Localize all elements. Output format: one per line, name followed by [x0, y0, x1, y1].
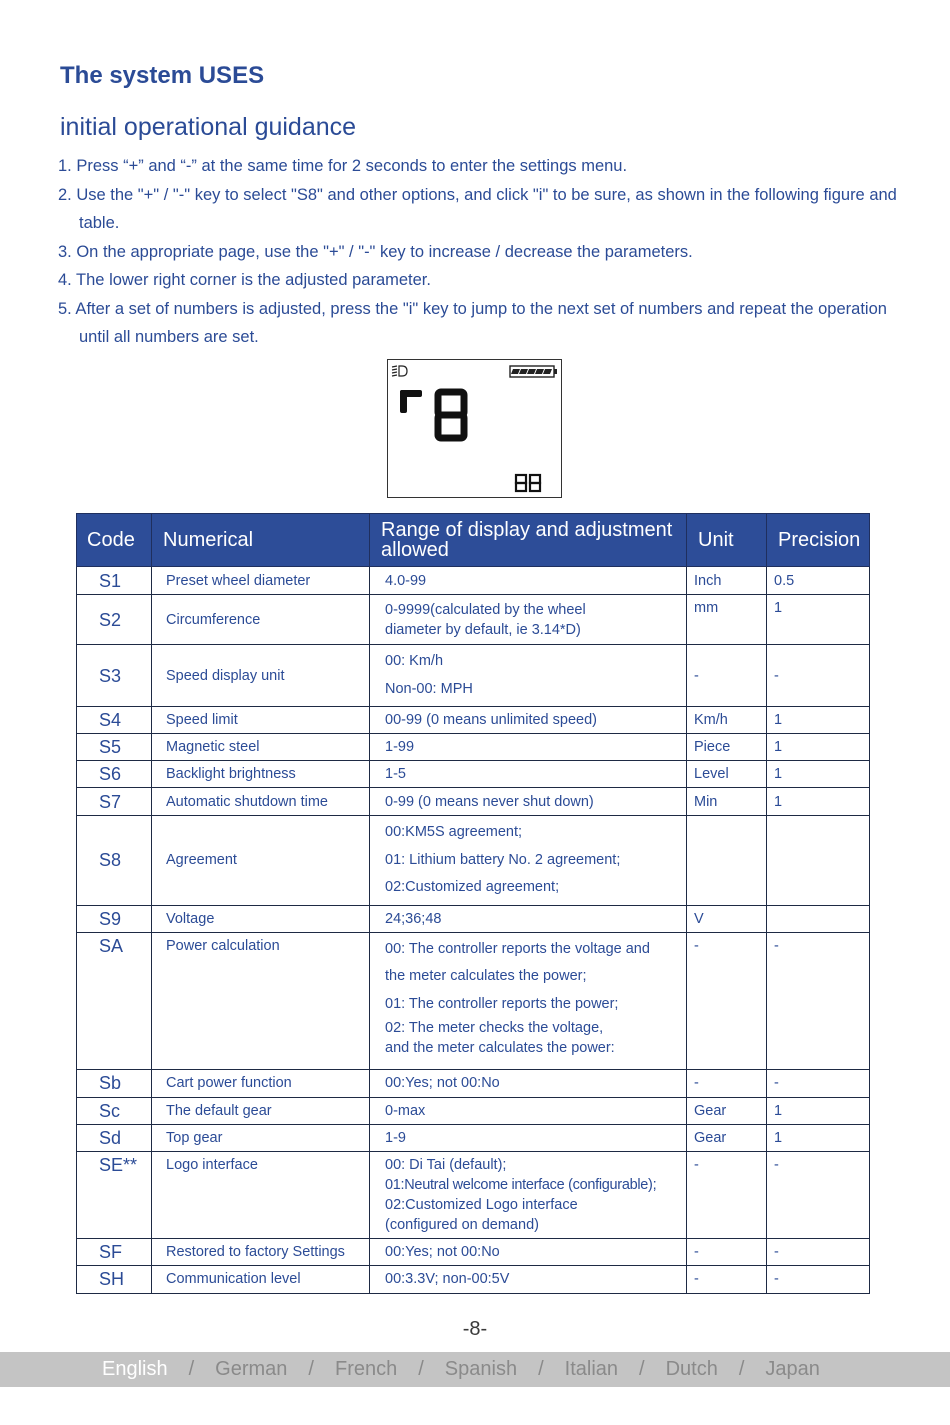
range-line: 01: The controller reports the power; — [385, 995, 619, 1012]
range-line: 00: Km/h — [385, 653, 444, 669]
range-line: 0-max — [385, 1102, 426, 1119]
cell-precision: 0.5 — [767, 567, 870, 595]
cell-name: Restored to factory Settings — [152, 1238, 370, 1265]
cell-range — [370, 1151, 687, 1238]
cell-unit: Gear — [687, 1124, 767, 1151]
cell-precision: - — [767, 1151, 870, 1238]
cell-unit: mm — [687, 595, 767, 645]
range-line: 00:KM5S agreement; — [385, 824, 523, 840]
cell-unit — [687, 816, 767, 906]
header-numerical: Numerical — [152, 514, 370, 567]
cell-range — [370, 645, 687, 707]
cell-precision — [767, 905, 870, 932]
language-german[interactable]: German — [215, 1358, 288, 1380]
cell-range — [370, 1265, 687, 1293]
range-line: (configured on demand) — [385, 1216, 539, 1233]
language-separator: / — [418, 1358, 424, 1380]
cell-range — [370, 707, 687, 734]
language-separator: / — [308, 1358, 314, 1380]
cell-name: Communication level — [152, 1265, 370, 1293]
table-row — [77, 1265, 870, 1293]
cell-code: SA — [77, 932, 152, 1069]
cell-range — [370, 905, 687, 932]
section-subtitle: initial operational guidance — [60, 113, 357, 141]
cell-name: Magnetic steel — [152, 734, 370, 761]
table-row — [77, 905, 870, 932]
range-line: 00: The controller reports the voltage and — [385, 940, 650, 957]
step-item: 5. After a set of numbers is adjusted, press the "i" key to jump to the next set of numbers and repeat the operation until all numbers are set. — [58, 299, 887, 346]
table-row — [77, 1069, 870, 1097]
cell-unit: Min — [687, 788, 767, 816]
table-row — [77, 645, 870, 707]
table-row — [77, 932, 870, 1069]
cell-code: S5 — [77, 734, 152, 761]
cell-range — [370, 1069, 687, 1097]
parameter-table — [76, 513, 870, 1294]
cell-range — [370, 761, 687, 788]
cell-code: S6 — [77, 761, 152, 788]
cell-code: SF — [77, 1238, 152, 1265]
cell-range — [370, 567, 687, 595]
table-row — [77, 734, 870, 761]
cell-range — [370, 1124, 687, 1151]
language-separator: / — [188, 1358, 195, 1380]
segment-digit-8 — [438, 392, 464, 438]
range-line: the meter calculates the power; — [385, 968, 587, 984]
cell-precision: - — [767, 1238, 870, 1265]
table-row — [77, 761, 870, 788]
cell-unit: - — [687, 1265, 767, 1293]
language-french[interactable]: French — [334, 1358, 398, 1380]
cell-code: Sb — [77, 1069, 152, 1097]
language-separator: / — [639, 1358, 645, 1380]
cell-code: S2 — [77, 595, 152, 645]
language-italian[interactable]: Italian — [564, 1358, 619, 1380]
header-unit: Unit — [687, 514, 767, 567]
segment-digit-r — [400, 390, 422, 413]
cell-name: Preset wheel diameter — [152, 567, 370, 595]
header-code: Code — [77, 514, 152, 567]
lcd-display-svg — [388, 360, 561, 497]
cell-unit: Km/h — [687, 707, 767, 734]
cell-precision: 1 — [767, 707, 870, 734]
cell-code: Sc — [77, 1097, 152, 1124]
cell-range — [370, 734, 687, 761]
cell-unit: Inch — [687, 567, 767, 595]
range-line: 1-99 — [385, 739, 415, 755]
cell-precision: 1 — [767, 734, 870, 761]
language-dutch[interactable]: Dutch — [665, 1358, 718, 1380]
cell-code: SE** — [77, 1151, 152, 1238]
table-header-row — [77, 514, 870, 567]
language-bar — [0, 1352, 950, 1387]
cell-name: Automatic shutdown time — [152, 788, 370, 816]
cell-unit: - — [687, 1238, 767, 1265]
range-line: 00:Yes; not 00:No — [385, 1243, 500, 1260]
cell-name: The default gear — [152, 1097, 370, 1124]
language-japan[interactable]: Japan — [765, 1358, 820, 1380]
cell-range — [370, 788, 687, 816]
header-range: Range of display and adjustment allowed — [370, 514, 687, 567]
cell-precision: - — [767, 645, 870, 707]
cell-unit: Piece — [687, 734, 767, 761]
language-separator: / — [538, 1358, 544, 1380]
table-row — [77, 1151, 870, 1238]
cell-range — [370, 595, 687, 645]
range-line: and the meter calculates the power: — [385, 1040, 615, 1056]
step-item: 1. Press “+” and “-” at the same time for 2 seconds to enter the settings menu. — [58, 157, 628, 175]
cell-precision: 1 — [767, 788, 870, 816]
cell-name: Top gear — [152, 1124, 370, 1151]
cell-name: Voltage — [152, 905, 370, 932]
cell-code: S3 — [77, 645, 152, 707]
cell-unit: - — [687, 645, 767, 707]
page-title: The system USES — [60, 62, 265, 89]
page-number: -8- — [462, 1318, 488, 1340]
range-line: 1-5 — [385, 766, 406, 782]
cell-code: S9 — [77, 905, 152, 932]
cell-unit: Gear — [687, 1097, 767, 1124]
range-line: 0-9999(calculated by the wheel — [385, 601, 586, 618]
table-row — [77, 1124, 870, 1151]
range-line: 01:Neutral welcome interface (configurable); — [385, 1176, 657, 1193]
cell-unit: V — [687, 905, 767, 932]
range-line: 24;36;48 — [385, 910, 442, 927]
language-separator: / — [738, 1358, 745, 1380]
cell-precision: 1 — [767, 761, 870, 788]
range-line: 00-99 (0 means unlimited speed) — [385, 712, 597, 728]
range-line: diameter by default, ie 3.14*D) — [385, 621, 581, 638]
lcd-display-figure — [387, 359, 562, 498]
segment-sub-88 — [516, 475, 540, 491]
step-item: 2. Use the "+" / "-" key to select "S8" and other options, and click "i" to be sure, as shown in the following figure and table. — [58, 185, 897, 232]
table-row — [77, 788, 870, 816]
table-row — [77, 1097, 870, 1124]
cell-unit: - — [687, 1151, 767, 1238]
cell-precision: - — [767, 1069, 870, 1097]
step-item: 4. The lower right corner is the adjusted parameter. — [58, 271, 431, 289]
cell-precision: 1 — [767, 1097, 870, 1124]
cell-range — [370, 932, 687, 1069]
range-line: Non-00: MPH — [385, 680, 473, 697]
cell-name: Speed limit — [152, 707, 370, 734]
cell-precision: - — [767, 932, 870, 1069]
language-spanish[interactable]: Spanish — [444, 1358, 518, 1380]
cell-name: Backlight brightness — [152, 761, 370, 788]
range-line: 01: Lithium battery No. 2 agreement; — [385, 851, 621, 868]
cell-name: Circumference — [152, 595, 370, 645]
range-line: 02:Customized agreement; — [385, 879, 560, 895]
cell-code: S4 — [77, 707, 152, 734]
range-line: 0-99 (0 means never shut down) — [385, 793, 594, 810]
cell-code: S1 — [77, 567, 152, 595]
cell-code: S7 — [77, 788, 152, 816]
header-precision: Precision — [767, 514, 870, 567]
cell-unit: Level — [687, 761, 767, 788]
cell-unit: - — [687, 1069, 767, 1097]
cell-name: Cart power function — [152, 1069, 370, 1097]
range-line: 02: The meter checks the voltage, — [385, 1020, 604, 1036]
language-english[interactable]: English — [102, 1358, 168, 1380]
cell-unit: - — [687, 932, 767, 1069]
cell-precision: - — [767, 1265, 870, 1293]
cell-code: S8 — [77, 816, 152, 906]
table-row — [77, 816, 870, 906]
table-row — [77, 707, 870, 734]
cell-precision: 1 — [767, 595, 870, 645]
battery-icon — [510, 366, 557, 377]
table-row — [77, 567, 870, 595]
range-line: 1-9 — [385, 1129, 406, 1146]
range-line: 00:3.3V; non-00:5V — [385, 1271, 510, 1287]
cell-name: Speed display unit — [152, 645, 370, 707]
cell-name: Power calculation — [152, 932, 370, 1069]
cell-name: Logo interface — [152, 1151, 370, 1238]
range-line: 4.0-99 — [385, 572, 427, 589]
cell-precision — [767, 816, 870, 906]
cell-range — [370, 1097, 687, 1124]
cell-name: Agreement — [152, 816, 370, 906]
range-line: 00: Di Tai (default); — [385, 1156, 507, 1173]
cell-range — [370, 1238, 687, 1265]
table-row — [77, 595, 870, 645]
steps-list — [58, 152, 908, 352]
cell-code: SH — [77, 1265, 152, 1293]
cell-precision: 1 — [767, 1124, 870, 1151]
cell-range — [370, 816, 687, 906]
step-item: 3. On the appropriate page, use the "+" / "-" key to increase / decrease the parameters. — [58, 242, 693, 261]
range-line: 02:Customized Logo interface — [385, 1196, 578, 1213]
cell-code: Sd — [77, 1124, 152, 1151]
headlight-icon — [392, 366, 407, 376]
language-list — [102, 1358, 820, 1381]
range-line: 00:Yes; not 00:No — [385, 1075, 500, 1091]
table-row — [77, 1238, 870, 1265]
